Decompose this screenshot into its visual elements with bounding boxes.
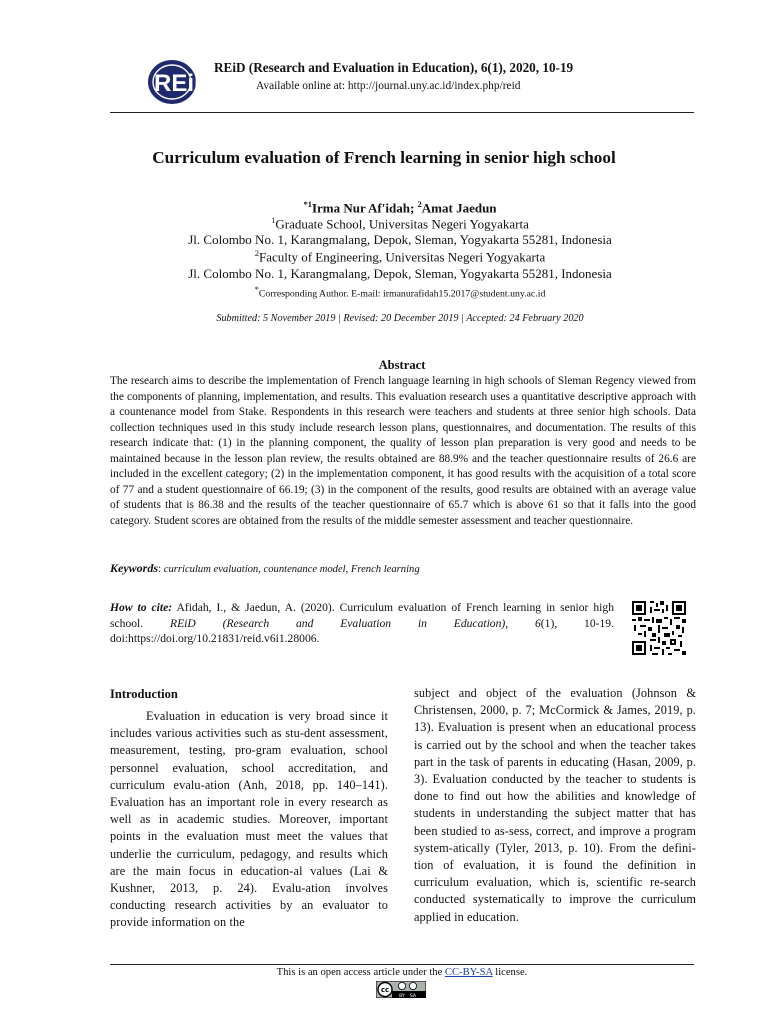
- cc-by-sa-badge[interactable]: [376, 981, 426, 998]
- submission-dates: Submitted: 5 November 2019 | Revised: 20 December 2019 | Accepted: 24 February 2020: [216, 313, 584, 324]
- author1-name: Irma Nur Af'idah;: [311, 200, 418, 216]
- abstract-text: The research aims to describe the implementation of French language learning in high schools of Sleman Regency viewed from the components of planning, implementation, and results. This evaluation research uses a quantitative descriptive approach with a countenance model from Stake. Respondents in this research were teachers and students at three senior high schools. Data collection techniques used in this study include research lesson plans, questionnaires, and documentation. The results of this research indicate that: (1) in the planning component, the quality of lesson plan preparation is very good and needs to be maintained because in the lesson plan review, the results obtained are 88.9% and the teacher questionnaire results of 26.6 are included in the excellent category; (2) in the implementation component, it has good results with the acquisition of a total score of 77 and a student questionnaire of 66.19; (3) in the component of the results, good results are obtained with an average value of students that is 86.38 and the results of the teacher questionnaire of 65.7 which is above 61 so that it falls into the good category. Student scores are obtained from the results of the middle semester assessment and teacher questionnaire.: [110, 375, 696, 527]
- corresponding-text: Corresponding Author. E-mail: irmanurafidah15.2017@student.uny.ac.id: [258, 288, 546, 300]
- author1-marker: *1: [303, 199, 312, 209]
- affiliation-1: [0, 215, 768, 232]
- affiliation-1-name: Graduate School, Universitas Negeri Yogyakarta: [275, 216, 529, 232]
- authors: [0, 199, 768, 216]
- license-notice: [0, 967, 768, 978]
- qr-code-icon[interactable]: [632, 601, 686, 655]
- introduction-heading: Introduction: [110, 687, 178, 701]
- keywords-values: curriculum evaluation, countenance model, French learning: [161, 564, 420, 575]
- keywords-label: Keywords: [110, 561, 158, 575]
- logo-text: REiD: [154, 70, 212, 97]
- keywords-colon: :: [158, 563, 162, 575]
- abstract-heading: Abstract: [378, 358, 426, 372]
- license-link[interactable]: CC-BY-SA: [444, 967, 493, 978]
- license-prefix: This is an open access article under the: [276, 967, 445, 978]
- author2-marker: 2: [417, 199, 422, 209]
- introduction-paragraph-right: subject and object of the evaluation (Johnson & Christensen, 2000, p. 7; McCormick & James, 2019, p. 13). Evaluation is present when an educational process is carried out by the school and when the teacher takes part in the task of parents in educating (Hasan, 2009, p. 3). Evaluation conducted by the teacher to students is done to find out how the abilities and knowledge of students in understanding the subject matter that has been studied to as-sess, correct, and improve a program system-atically (Tyler, 2013, p. 10). From the defini-tion of evaluation, it is found the definition in curriculum evaluation, which is, scientific re-search conducted systematically to improve the curriculum applied in education.: [414, 686, 696, 924]
- how-to-cite-issue: (1), 10-19. doi:https://doi.org/10.21831/reid.v6i1.28006.: [110, 616, 614, 645]
- how-to-cite-label: How to cite:: [110, 601, 173, 614]
- how-to-cite: [110, 600, 614, 647]
- affiliation-2-name: Faculty of Engineering, Universitas Negeri Yogyakarta: [258, 249, 546, 265]
- available-online: Available online at: http://journal.uny.ac.id/index.php/reid: [256, 80, 521, 92]
- journal-logo: [142, 50, 224, 110]
- cc-badge-text: cc: [380, 986, 390, 995]
- introduction-paragraph-left: Evaluation in education is very broad since it includes various activities such as stu-dent assessment, measurement, testing, pro-gram evaluation, school personnel evaluation, school accreditation, and curriculum evalu-ation (Anh, 2018, pp. 140–141). Evaluation has an important role in every research as well as in academic studies. Moreover, important points in the evaluation must meet the values that underlie the curriculum, pedagogy, and results which are the main focus in education-al values (Lai & Kushner, 2013, p. 24). Evalu-ation involves conducting research activities by an evaluator to provide information on the: [110, 709, 388, 930]
- corresponding-author: [0, 284, 768, 299]
- paper-title: Curriculum evaluation of French learning in senior high school: [152, 148, 616, 167]
- affiliation-2-marker: 2: [254, 248, 259, 258]
- body-column-left: [110, 708, 388, 932]
- how-to-cite-authors: Afidah, I., & Jaedun, A. (2020). Curriculum evaluation of French learning in senior high school.: [110, 601, 614, 630]
- corresponding-marker: *: [254, 284, 259, 294]
- affiliation-1-marker: 1: [271, 215, 276, 225]
- journal-title: REiD (Research and Evaluation in Education), 6(1), 2020, 10-19: [214, 60, 574, 75]
- affiliation-2-address: Jl. Colombo No. 1, Karangmalang, Depok, Sleman, Yogyakarta 55281, Indonesia: [188, 266, 612, 281]
- license-suffix: license.: [492, 967, 528, 978]
- how-to-cite-journal: REiD (Research and Evaluation in Education), 6: [170, 616, 541, 630]
- author2-name: Amat Jaedun: [421, 200, 497, 216]
- cc-badge-sa: SA: [409, 994, 417, 998]
- affiliation-1-address: Jl. Colombo No. 1, Karangmalang, Depok, Sleman, Yogyakarta 55281, Indonesia: [188, 232, 612, 247]
- cc-badge-by: BY: [399, 994, 405, 998]
- footer-divider: [110, 964, 694, 965]
- keywords: [110, 561, 420, 576]
- affiliation-2: [0, 248, 768, 265]
- header-divider: [110, 112, 694, 113]
